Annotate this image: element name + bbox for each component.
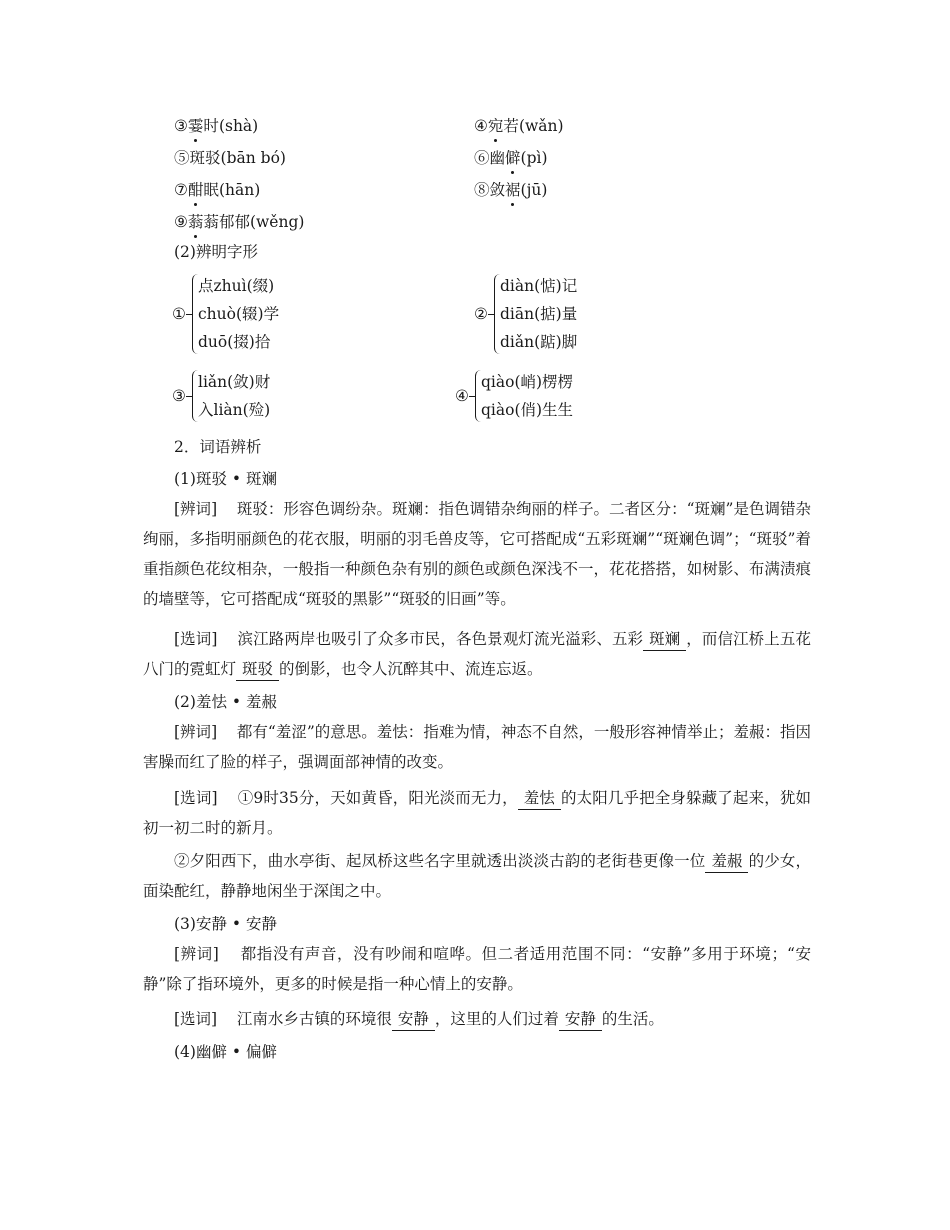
bian-text: 都有“羞涩”的意思。羞怯：指难为情，神态不自然，一般形容神情举止；羞赧：指因害臊而红了脸的样子，强调面部神情的改变。 [143, 723, 811, 771]
section-title: 2．词语辨析 [174, 438, 262, 456]
glyph-line: 点zhuì(缀) [198, 277, 275, 295]
glyph-line: duō(掇)拾 [198, 333, 271, 351]
reading-char: 裾 [505, 178, 521, 200]
reading-item [174, 210, 304, 232]
bian-text: 都指没有声音，没有吵闹和喧哗。但二者适用范围不同：“安静”多用于环境；“安静”除了指环境外，更多的时候是指一种心情上的安静。 [143, 945, 811, 993]
reading-char: 僻 [505, 146, 521, 168]
xuan-text: 江南水乡古镇的环境很 [236, 1010, 392, 1028]
bian-tag: [辨词] [174, 945, 219, 963]
glyph-line: qiào(俏)生生 [481, 401, 574, 419]
xuan-text: 的太阳几乎把全身躲藏了起来，犹如初一初二时的新月。 [143, 789, 811, 837]
reading-number: ③ [174, 117, 188, 135]
reading-pinyin: (shà) [218, 117, 259, 135]
xuan-tag: [选词] [174, 630, 218, 648]
reading-char: 幽 [489, 149, 506, 167]
reading-pinyin: (wǎn) [518, 117, 564, 135]
reading-char: 霎 [188, 114, 204, 136]
xuan-tag: [选词] [174, 1010, 218, 1028]
reading-pinyin: (pì) [520, 149, 548, 167]
xuan-text: 滨江路两岸也吸引了众多市民，各色景观灯流光溢彩、五彩 [237, 630, 644, 648]
xuan-text: 的倒影，也令人沉醉其中、流连忘返。 [279, 660, 543, 678]
reading-char: 酣 [188, 178, 204, 200]
bian-paragraph [143, 717, 811, 777]
answer-blank: 羞怯 [518, 787, 561, 810]
glyph-group-number: ③ [172, 387, 186, 405]
reading-char: 驳 [205, 149, 221, 167]
glyph-section-title: (2)辨明字形 [174, 243, 258, 261]
bian-paragraph [143, 494, 811, 614]
answer-blank: 斑驳 [236, 658, 279, 681]
xuan-paragraph [143, 783, 811, 843]
reading-number: ④ [474, 117, 488, 135]
reading-char: 蓊 [203, 213, 219, 231]
reading-item [474, 146, 548, 168]
xuan-text: ，而信江桥上五花八门的霓虹灯 [143, 630, 811, 678]
reading-char: 若 [503, 117, 519, 135]
bian-tag: [辨词] [174, 500, 218, 518]
reading-number: ⑥ [474, 149, 490, 167]
glyph-line: liǎn(敛)财 [198, 373, 271, 391]
reading-item [474, 114, 564, 136]
subsection-title: (3)安静 • 安静 [174, 915, 277, 933]
xuan-text: ②夕阳西下，曲水亭街、起凤桥这些名字里就透出淡淡古韵的老街巷更像一位 [174, 852, 706, 870]
reading-char: 郁 [234, 213, 250, 231]
glyph-group-2 [474, 272, 694, 356]
reading-char: 时 [203, 117, 219, 135]
reading-number: ⑧ [474, 181, 490, 199]
glyph-group-1 [172, 272, 392, 356]
reading-number: ⑨ [174, 213, 188, 231]
reading-pinyin: (jū) [520, 181, 548, 199]
glyph-line: diàn(惦)记 [500, 277, 578, 295]
glyph-group-number: ① [172, 305, 186, 323]
reading-char: 敛 [489, 181, 506, 199]
reading-number: ⑤ [174, 149, 190, 167]
subsection-title: (2)羞怯 • 羞赧 [174, 693, 277, 711]
reading-item [174, 114, 258, 136]
xuan-text: ①9时35分，天如黄昏，阳光淡而无力， [237, 789, 518, 807]
glyph-line: diǎn(踮)脚 [500, 333, 578, 351]
bian-paragraph [143, 939, 811, 999]
glyph-line: diān(掂)量 [500, 305, 578, 323]
xuan-paragraph [143, 624, 811, 684]
glyph-line: chuò(辍)学 [198, 305, 280, 323]
bian-tag: [辨词] [174, 723, 218, 741]
xuan-paragraph [143, 1004, 811, 1034]
reading-pinyin: (hān) [218, 181, 261, 199]
reading-char: 斑 [189, 149, 206, 167]
answer-blank: 斑斓 [643, 628, 686, 651]
xuan-text: 的生活。 [601, 1010, 664, 1028]
reading-pinyin: (bān bó) [220, 149, 286, 167]
answer-blank: 安静 [392, 1008, 435, 1031]
reading-char: 宛 [488, 114, 504, 136]
xuan-text: 的少女，面染酡红，静静地闲坐于深闺之中。 [143, 852, 811, 900]
xuan-paragraph [143, 846, 811, 906]
reading-item [174, 178, 260, 200]
reading-char: 蓊 [188, 210, 204, 232]
glyph-group-3 [172, 368, 392, 424]
subsection-title: (4)幽僻 • 偏僻 [174, 1043, 277, 1061]
reading-char: 眠 [203, 181, 219, 199]
subsection-title: (1)斑驳 • 斑斓 [174, 470, 277, 488]
answer-blank: 安静 [559, 1008, 602, 1031]
glyph-line: qiào(峭)楞楞 [481, 373, 574, 391]
reading-char: 郁 [218, 213, 235, 231]
xuan-tag: [选词] [174, 789, 218, 807]
reading-item [474, 178, 547, 200]
glyph-group-number: ④ [455, 387, 469, 405]
reading-number: ⑦ [174, 181, 188, 199]
glyph-line: 入liàn(殓) [198, 401, 271, 419]
glyph-group-number: ② [474, 305, 488, 323]
reading-item [174, 146, 286, 168]
glyph-group-4 [455, 368, 695, 424]
bian-text: 斑驳：形容色调纷杂。斑斓：指色调错杂绚丽的样子。二者区分：“斑斓”是色调错杂绚丽，多指明丽颜色的花衣服，明丽的羽毛兽皮等，它可搭配成“五彩斑斓”“斑斓色调”；“斑驳”着重指颜色花纹相杂，一般指一种颜色杂有别的颜色或颜色深浅不一，花花搭搭，如树影、布满渍痕的墙壁等，它可搭配成“斑驳的黑影”“斑驳的旧画”等。 [143, 500, 811, 608]
answer-blank: 羞赧 [705, 850, 748, 873]
reading-pinyin: (wěng) [249, 213, 305, 231]
xuan-text: ，这里的人们过着 [434, 1010, 559, 1028]
